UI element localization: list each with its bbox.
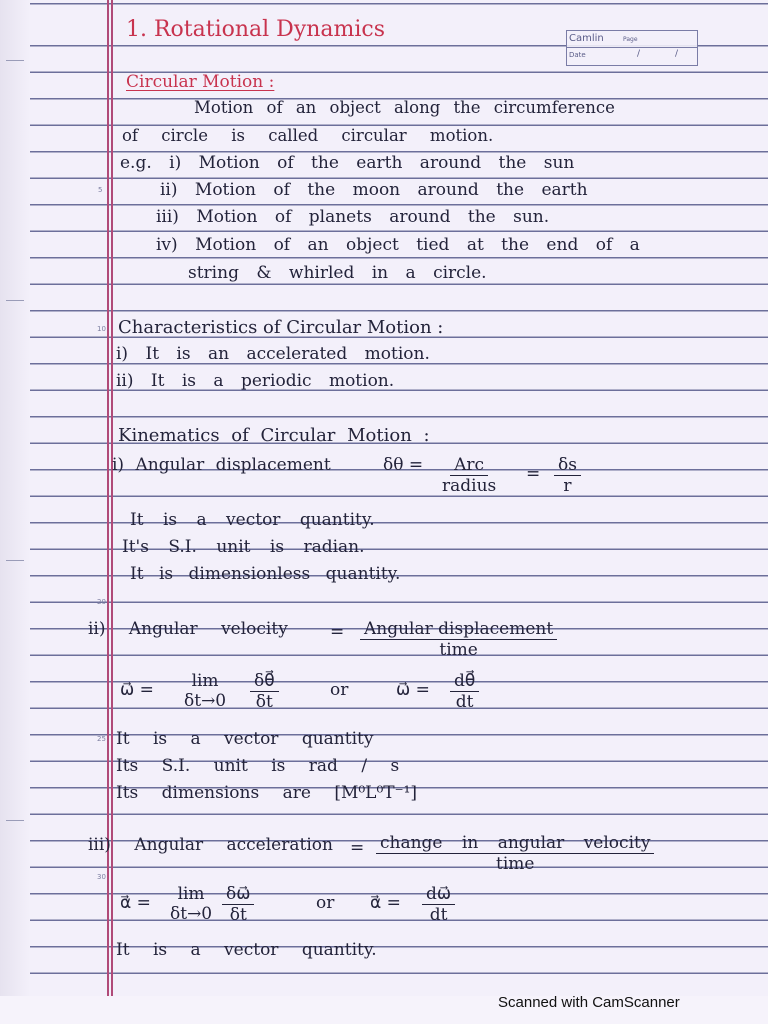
line-number: 30 — [97, 873, 106, 881]
example-item: iii) Motion of planets around the sun. — [156, 207, 550, 227]
page-label: Page — [623, 36, 638, 43]
page-title: 1. Rotational Dynamics — [126, 17, 386, 42]
limit-operator — [180, 671, 230, 711]
edge-tick — [6, 560, 24, 561]
fraction-numerator: δθ⃗ — [250, 671, 279, 692]
fraction-domega-dt — [222, 884, 254, 925]
fraction-numerator: δω⃗ — [222, 884, 254, 905]
fraction-numerator: change in angular velocity — [376, 833, 654, 854]
limit-text: lim — [191, 671, 219, 691]
date-separator: / — [675, 49, 679, 59]
fraction-numerator: dθ⃗ — [450, 671, 479, 692]
formula-rhs: ω⃗ = — [396, 680, 430, 700]
formula-lhs: α⃗ = — [120, 893, 151, 913]
fraction-numerator: dω⃗ — [422, 884, 455, 905]
line-number: 5 — [98, 186, 103, 194]
limit-operator — [166, 884, 216, 924]
example-item: e.g. i) Motion of the earth around the sun — [120, 153, 575, 173]
formula-label: iii) Angular acceleration — [88, 835, 333, 855]
formula-lhs: ω⃗ = — [120, 680, 154, 700]
date-label: Date — [569, 51, 586, 59]
formula-rhs: α⃗ = — [370, 893, 401, 913]
fraction-denominator: r — [563, 476, 572, 496]
edge-tick — [6, 60, 24, 61]
formula-label: ii) Angular velocity — [88, 619, 288, 639]
fraction-numerator: Angular displacement — [360, 619, 557, 640]
fraction-dtheta-dt-derivative — [450, 671, 479, 712]
fraction-denominator: radius — [442, 476, 497, 496]
brand-logo: Camlin — [569, 33, 604, 44]
example-item: ii) Motion of the moon around the earth — [160, 180, 588, 200]
line-number: 20 — [97, 598, 106, 606]
fraction-denominator: time — [495, 854, 535, 874]
fraction-arc-radius — [438, 455, 500, 496]
equals-sign: = — [350, 838, 365, 858]
date-separator: / — [637, 49, 641, 59]
fraction-numerator: Arc — [450, 455, 488, 476]
or-text: or — [316, 893, 335, 913]
fraction-denominator: δt — [255, 692, 273, 712]
characteristic-item: ii) It is a periodic motion. — [116, 371, 395, 391]
note-line: Its dimensions are [M⁰L⁰T⁻¹] — [116, 783, 418, 803]
note-line: It's S.I. unit is radian. — [122, 537, 365, 557]
fraction-denominator: time — [439, 640, 478, 660]
example-item: string & whirled in a circle. — [188, 263, 487, 283]
fraction-numerator: δs — [554, 455, 581, 476]
fraction-ds-r — [554, 455, 581, 496]
date-box-divider — [567, 47, 697, 48]
equals-sign: = — [526, 464, 541, 484]
fraction-domega-dt-derivative — [422, 884, 455, 925]
fraction-dtheta-dt — [250, 671, 279, 712]
or-text: or — [330, 680, 349, 700]
fraction-denominator: dt — [429, 905, 448, 925]
definition-line: Motion of an object along the circumference — [194, 98, 615, 117]
section-heading: Circular Motion : — [126, 72, 275, 92]
equals-sign: = — [330, 622, 345, 642]
note-line: It is dimensionless quantity. — [130, 564, 401, 584]
section-heading: Characteristics of Circular Motion : — [118, 317, 444, 338]
section-heading: Kinematics of Circular Motion : — [118, 425, 430, 446]
limit-subscript: δt→0 — [170, 904, 213, 924]
line-number: 10 — [97, 325, 106, 333]
edge-tick — [6, 300, 24, 301]
date-box — [566, 30, 698, 66]
fraction-denominator: δt — [229, 905, 247, 925]
line-number: 25 — [97, 735, 106, 743]
example-item: iv) Motion of an object tied at the end of a — [156, 235, 640, 255]
formula-lhs: δθ = — [383, 455, 424, 475]
note-line: It is a vector quantity. — [116, 940, 377, 960]
formula-label: i) Angular displacement — [112, 455, 331, 475]
characteristic-item: i) It is an accelerated motion. — [116, 344, 430, 364]
note-line: It is a vector quantity — [116, 729, 374, 749]
note-line: Its S.I. unit is rad / s — [116, 756, 400, 776]
fraction-angular-acceleration — [376, 833, 654, 874]
fraction-denominator: dt — [455, 692, 474, 712]
limit-text: lim — [177, 884, 205, 904]
limit-subscript: δt→0 — [184, 691, 227, 711]
scanner-watermark: Scanned with CamScanner — [498, 994, 680, 1011]
note-line: It is a vector quantity. — [130, 510, 375, 530]
page-binding-edge — [0, 0, 30, 996]
definition-line: of circle is called circular motion. — [122, 126, 494, 145]
edge-tick — [6, 820, 24, 821]
fraction-angular-velocity — [360, 619, 557, 660]
